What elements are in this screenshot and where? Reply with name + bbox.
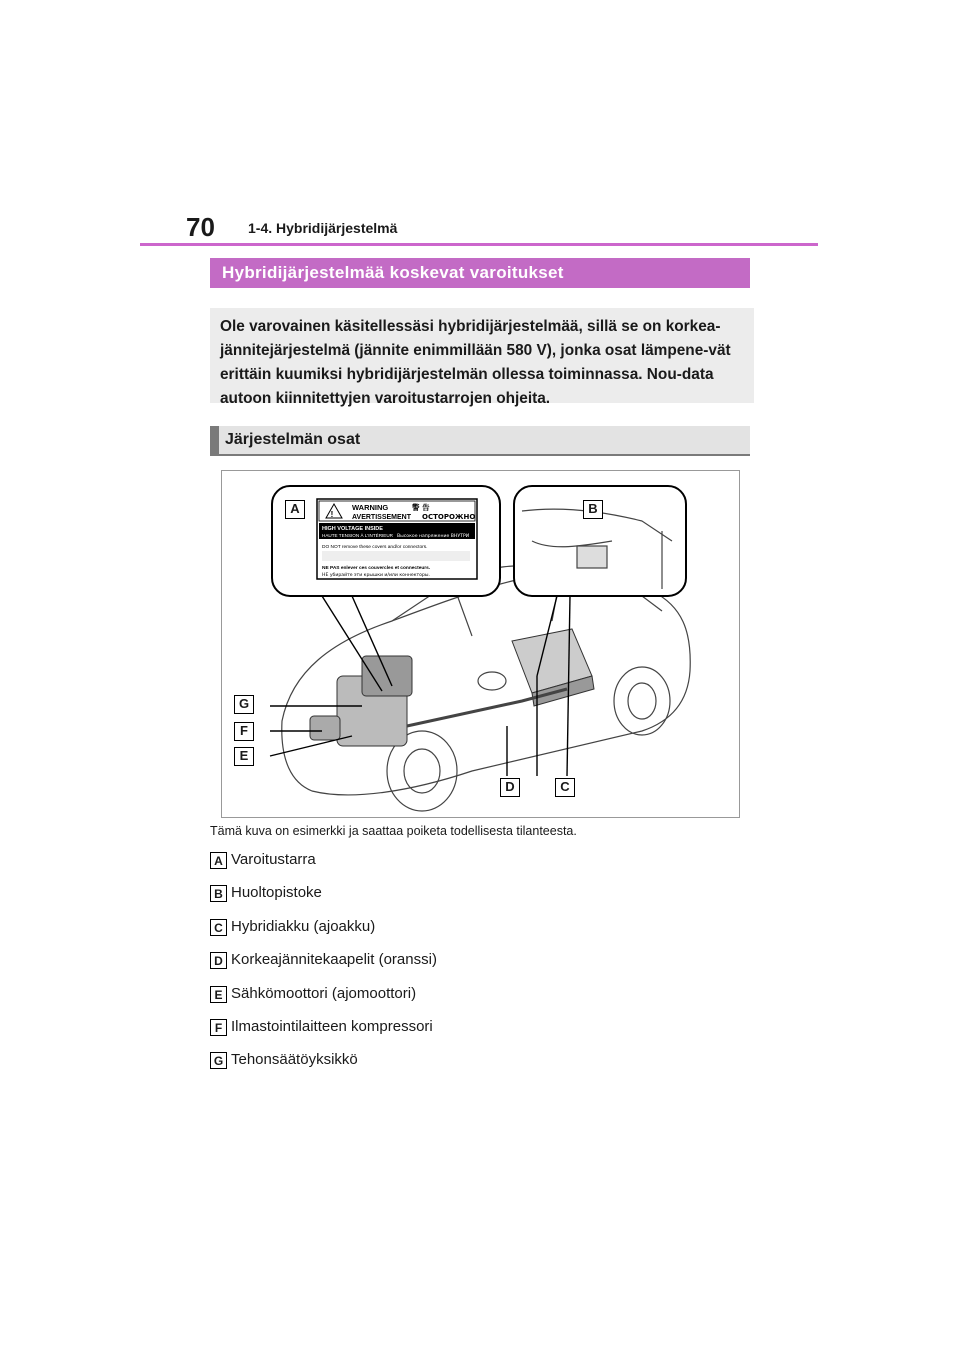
sticker-ne-pas: NE PAS enlever ces couvercles et connecteurs. xyxy=(322,566,431,571)
sticker-ne-ubirayte: НЕ убирайте эти крышки и/или коннекторы. xyxy=(322,573,431,578)
legend-text: Hybridiakku (ajoakku) xyxy=(231,918,376,935)
svg-text:!: ! xyxy=(330,510,334,519)
legend-text: Tehonsäätöyksikkö xyxy=(231,1051,358,1068)
legend-key: C xyxy=(210,919,227,936)
legend-key: A xyxy=(210,852,227,869)
figure-label-e: E xyxy=(234,747,254,766)
legend-key: F xyxy=(210,1019,227,1036)
car-illustration xyxy=(222,471,741,819)
intro-text: Ole varovainen käsitellessäsi hybridijärjestelmää, sillä se on korkea-jännitejärjestelmä (jännite enimmillään 580 V), jonka osat lämpene-vät erittäin kuumiksi hybridijärjestelmän ollessa toiminnassa. Nou-data autoon kiinnitettyjen varoitustarrojen ohjeita. xyxy=(210,308,754,403)
legend-text: Huoltopistoke xyxy=(231,884,322,901)
warning-banner-title: Hybridijärjestelmää koskevat varoitukset xyxy=(210,258,750,288)
sticker-avertissement: AVERTISSEMENT xyxy=(352,514,411,521)
figure-label-a: A xyxy=(285,500,305,519)
legend-key: G xyxy=(210,1052,227,1069)
legend-text: Ilmastointilaitteen kompressori xyxy=(231,1018,433,1035)
legend-text: Sähkömoottori (ajomoottori) xyxy=(231,985,417,1002)
figure-label-g: G xyxy=(234,695,254,714)
figure-label-d: D xyxy=(500,778,520,797)
section-title: Järjestelmän osat xyxy=(210,426,750,456)
figure-label-f: F xyxy=(234,722,254,741)
running-head: 1-4. Hybridijärjestelmä xyxy=(248,220,398,236)
header-rule xyxy=(140,243,818,246)
sticker-vysokoe: Высокое напряжение ВНУТРИ xyxy=(397,534,470,539)
hybrid-system-figure xyxy=(221,470,740,818)
figure-label-c: C xyxy=(555,778,575,797)
sticker-haute-tension: HAUTE TENSION À L'INTÉRIEUR xyxy=(322,533,393,538)
legend-text: Varoitustarra xyxy=(231,851,316,868)
figure-label-b: B xyxy=(583,500,603,519)
sticker-warning: WARNING xyxy=(352,503,389,512)
legend-key: B xyxy=(210,885,227,902)
legend-key: D xyxy=(210,952,227,969)
page-number: 70 xyxy=(186,212,215,242)
sticker-ostorozhno: ОСТОРОЖНО xyxy=(422,513,476,521)
figure-caption: Tämä kuva on esimerkki ja saattaa poiketa todellisesta tilanteesta. xyxy=(210,824,577,838)
sticker-do-not: DO NOT remove these covers and/or connectors. xyxy=(322,545,428,550)
legend-text: Korkeajännitekaapelit (oranssi) xyxy=(231,951,437,968)
sticker-warning-jp: 警 告 xyxy=(412,503,430,512)
legend-key: E xyxy=(210,986,227,1003)
sticker-high-voltage: HIGH VOLTAGE INSIDE xyxy=(322,526,383,532)
